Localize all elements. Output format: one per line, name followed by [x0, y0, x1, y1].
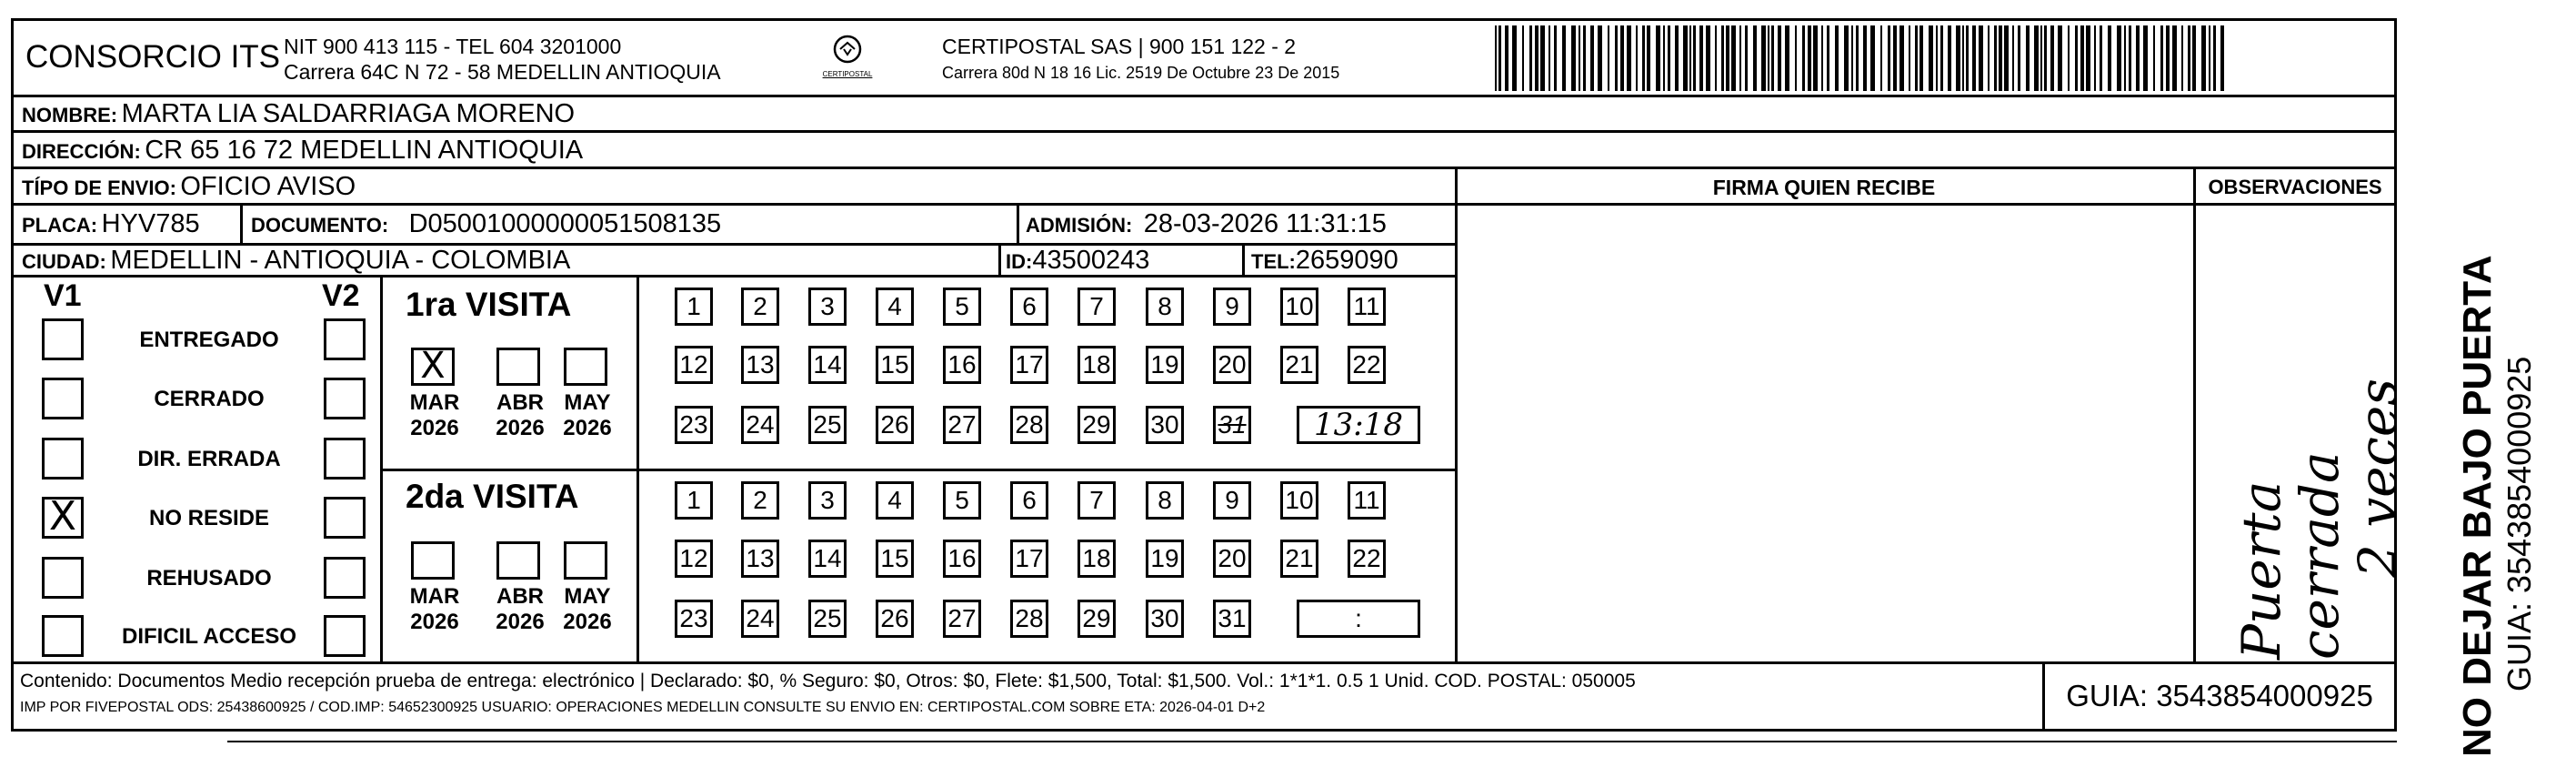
admision-field: ADMISIÓN: 28-03-2026 11:31:15 [1026, 209, 1387, 238]
visit1-time-box[interactable]: 13:18 [1297, 406, 1420, 444]
placa-field: PLACA: HYV785 [22, 209, 200, 238]
visit1-day-box[interactable]: 20 [1213, 346, 1251, 384]
visit1-month-checkbox[interactable]: X [411, 348, 455, 386]
visit2-title: 2da VISITA [406, 478, 579, 515]
visit2-day-box[interactable]: 11 [1348, 481, 1386, 520]
visit1-day-box[interactable]: 12 [675, 346, 713, 384]
nombre-field: NOMBRE: MARTA LIA SALDARRIAGA MORENO [22, 99, 576, 128]
visit2-day-box[interactable]: 2 [741, 481, 779, 520]
visit1-day-box[interactable]: 21 [1280, 346, 1318, 384]
visit1-day-box[interactable]: 29 [1078, 406, 1116, 444]
visit2-day-box[interactable]: 10 [1280, 481, 1318, 520]
v1-checkbox[interactable] [42, 557, 84, 599]
v2-checkbox[interactable] [324, 615, 366, 657]
company-line-1: NIT 900 413 115 - TEL 604 3201000 [284, 35, 622, 58]
visit1-title: 1ra VISITA [406, 286, 572, 323]
status-option-label: DIR. ERRADA [137, 447, 281, 471]
v1-label: V1 [44, 278, 82, 313]
v1-checkbox[interactable] [42, 378, 84, 419]
visit2-year-label: 2026 [410, 610, 459, 634]
logo-mark-icon [827, 35, 867, 66]
visit2-month-label: MAR [409, 584, 460, 609]
v1-checkbox[interactable] [42, 615, 84, 657]
status-option-label: ENTREGADO [139, 328, 279, 352]
carrier-line-1: CERTIPOSTAL SAS | 900 151 122 - 2 [942, 35, 1297, 58]
visit2-day-box[interactable]: 13 [741, 540, 779, 578]
status-option-label: NO RESIDE [148, 506, 270, 530]
footer-line-1: Contenido: Documentos Medio recepción prueba de entrega: electrónico | Declarado: $0, % Seguro: $0, Otros: $0, Flete: $1,500, Total: $1,500. Vol.: 1*1*1. 0.5 1 Unid. COD. POSTAL: 050005 [20, 671, 1636, 691]
visit1-day-box[interactable]: 18 [1078, 346, 1116, 384]
barcode [1495, 25, 2228, 91]
footer-guia: GUIA: 3543854000925 [2066, 679, 2373, 712]
tipo-envio-field: TÍPO DE ENVIO: OFICIO AVISO [22, 172, 356, 201]
visit2-day-box[interactable]: 5 [943, 481, 981, 520]
visit2-day-box[interactable]: 17 [1010, 540, 1048, 578]
visit2-day-box[interactable]: 4 [876, 481, 914, 520]
visit1-month-checkbox[interactable] [496, 348, 540, 386]
visit1-day-box[interactable]: 24 [741, 406, 779, 444]
status-option-label: CERRADO [154, 387, 265, 411]
company-line-2: Carrera 64C N 72 - 58 MEDELLIN ANTIOQUIA [284, 60, 721, 84]
side-warning: NO DEJAR BAJO PUERTA [2455, 255, 2500, 757]
visit1-day-box[interactable]: 22 [1348, 346, 1386, 384]
signature-header: FIRMA QUIEN RECIBE [1712, 176, 1936, 199]
visit2-day-box[interactable]: 7 [1078, 481, 1116, 520]
v2-checkbox[interactable] [324, 378, 366, 419]
visit2-day-box[interactable]: 22 [1348, 540, 1386, 578]
visit1-day-box[interactable]: 23 [675, 406, 713, 444]
visit2-month-checkbox[interactable] [564, 541, 607, 580]
v2-checkbox[interactable] [324, 497, 366, 539]
visit1-day-box[interactable]: 30 [1146, 406, 1184, 444]
ciudad-field: CIUDAD: MEDELLIN - ANTIOQUIA - COLOMBIA [22, 246, 571, 275]
visit1-day-box[interactable]: 3 [808, 288, 847, 326]
visit1-month-label: MAY [564, 390, 611, 415]
logo-text: CERTIPOSTAL [822, 70, 873, 78]
visit2-day-box[interactable]: 28 [1010, 600, 1048, 638]
visit1-day-box[interactable]: 31 [1213, 406, 1251, 444]
direccion-field: DIRECCIÓN: CR 65 16 72 MEDELLIN ANTIOQUIA [22, 136, 584, 165]
visit2-day-box[interactable]: 23 [675, 600, 713, 638]
visit1-day-box[interactable]: 15 [876, 346, 914, 384]
signature-area[interactable] [1458, 206, 2191, 661]
id-field: ID:43500243 [1006, 246, 1150, 275]
certipostal-logo [811, 35, 884, 86]
visit1-day-box[interactable]: 25 [808, 406, 847, 444]
visit2-year-label: 2026 [563, 610, 612, 634]
visit1-day-box[interactable]: 10 [1280, 288, 1318, 326]
visit1-day-box[interactable]: 1 [675, 288, 713, 326]
v2-checkbox[interactable] [324, 438, 366, 479]
barcode-bars [1495, 25, 2228, 91]
visit1-year-label: 2026 [496, 416, 545, 440]
visit1-day-box[interactable]: 28 [1010, 406, 1048, 444]
visit1-day-box[interactable]: 2 [741, 288, 779, 326]
visit2-day-box[interactable]: 27 [943, 600, 981, 638]
visit1-day-box[interactable]: 5 [943, 288, 981, 326]
observations-header: OBSERVACIONES [2208, 176, 2382, 198]
visit2-day-box[interactable]: 15 [876, 540, 914, 578]
visit1-day-box[interactable]: 14 [808, 346, 847, 384]
visit2-day-box[interactable]: 18 [1078, 540, 1116, 578]
v2-checkbox[interactable] [324, 557, 366, 599]
visit2-month-checkbox[interactable] [411, 541, 455, 580]
visit2-day-box[interactable]: 21 [1280, 540, 1318, 578]
visit2-day-box[interactable]: 16 [943, 540, 981, 578]
status-option-label: REHUSADO [146, 566, 272, 590]
visit1-day-box[interactable]: 19 [1146, 346, 1184, 384]
visit1-day-box[interactable]: 27 [943, 406, 981, 444]
visit1-day-box[interactable]: 16 [943, 346, 981, 384]
visit1-day-box[interactable]: 8 [1146, 288, 1184, 326]
visit2-month-label: MAY [564, 584, 611, 609]
visit1-day-box[interactable]: 9 [1213, 288, 1251, 326]
observations-handwriting: Puerta cerrada 2 veces [2230, 378, 2409, 660]
side-guia: GUIA: 3543854000925 [2501, 356, 2538, 691]
visit1-day-box[interactable]: 26 [876, 406, 914, 444]
company-name: CONSORCIO ITS [25, 39, 281, 75]
footer-line-2: IMP POR FIVEPOSTAL ODS: 25438600925 / COD.IMP: 54652300925 USUARIO: OPERACIONES MEDELLIN CONSULTE SU ENVIO EN: CERTIPOSTAL.COM SOBRE ETA: 2026-04-01 D+2 [20, 700, 1266, 715]
visit2-day-box[interactable]: 30 [1146, 600, 1184, 638]
side-text [2455, 66, 2564, 757]
visit2-month-label: ABR [496, 584, 544, 609]
visit2-time-box[interactable]: : [1297, 600, 1420, 638]
tel-field: TEL:2659090 [1251, 246, 1398, 275]
visit2-day-box[interactable]: 12 [675, 540, 713, 578]
visit2-day-box[interactable]: 8 [1146, 481, 1184, 520]
visit2-day-box[interactable]: 25 [808, 600, 847, 638]
visit2-day-box[interactable]: 9 [1213, 481, 1251, 520]
visit2-day-box[interactable]: 24 [741, 600, 779, 638]
visit1-day-box[interactable]: 7 [1078, 288, 1116, 326]
visit1-year-label: 2026 [563, 416, 612, 440]
visit2-day-box[interactable]: 26 [876, 600, 914, 638]
v2-checkbox[interactable] [324, 318, 366, 360]
visit2-day-box[interactable]: 20 [1213, 540, 1251, 578]
visit1-day-box[interactable]: 17 [1010, 346, 1048, 384]
visit2-day-box[interactable]: 31 [1213, 600, 1251, 638]
status-option-label: DIFICIL ACCESO [121, 624, 296, 649]
visit2-month-checkbox[interactable] [496, 541, 540, 580]
visit2-day-box[interactable]: 1 [675, 481, 713, 520]
visit2-day-box[interactable]: 14 [808, 540, 847, 578]
visit2-day-box[interactable]: 6 [1010, 481, 1048, 520]
visit1-year-label: 2026 [410, 416, 459, 440]
visit1-month-label: ABR [496, 390, 544, 415]
v1-checkbox[interactable] [42, 438, 84, 479]
visit1-month-checkbox[interactable] [564, 348, 607, 386]
visit1-day-box[interactable]: 4 [876, 288, 914, 326]
v1-checkbox[interactable]: X [42, 497, 84, 539]
visit1-day-box[interactable]: 13 [741, 346, 779, 384]
v1-checkbox[interactable] [42, 318, 84, 360]
visit2-day-box[interactable]: 19 [1146, 540, 1184, 578]
carrier-line-2: Carrera 80d N 18 16 Lic. 2519 De Octubre 23 De 2015 [942, 64, 1340, 82]
visit1-day-box[interactable]: 6 [1010, 288, 1048, 326]
documento-field: DOCUMENTO: D05001000000051508135 [251, 209, 722, 238]
visit2-year-label: 2026 [496, 610, 545, 634]
visit1-day-box[interactable]: 11 [1348, 288, 1386, 326]
visit2-day-box[interactable]: 3 [808, 481, 847, 520]
visit2-day-box[interactable]: 29 [1078, 600, 1116, 638]
v2-label: V2 [322, 278, 360, 313]
visit1-month-label: MAR [409, 390, 460, 415]
